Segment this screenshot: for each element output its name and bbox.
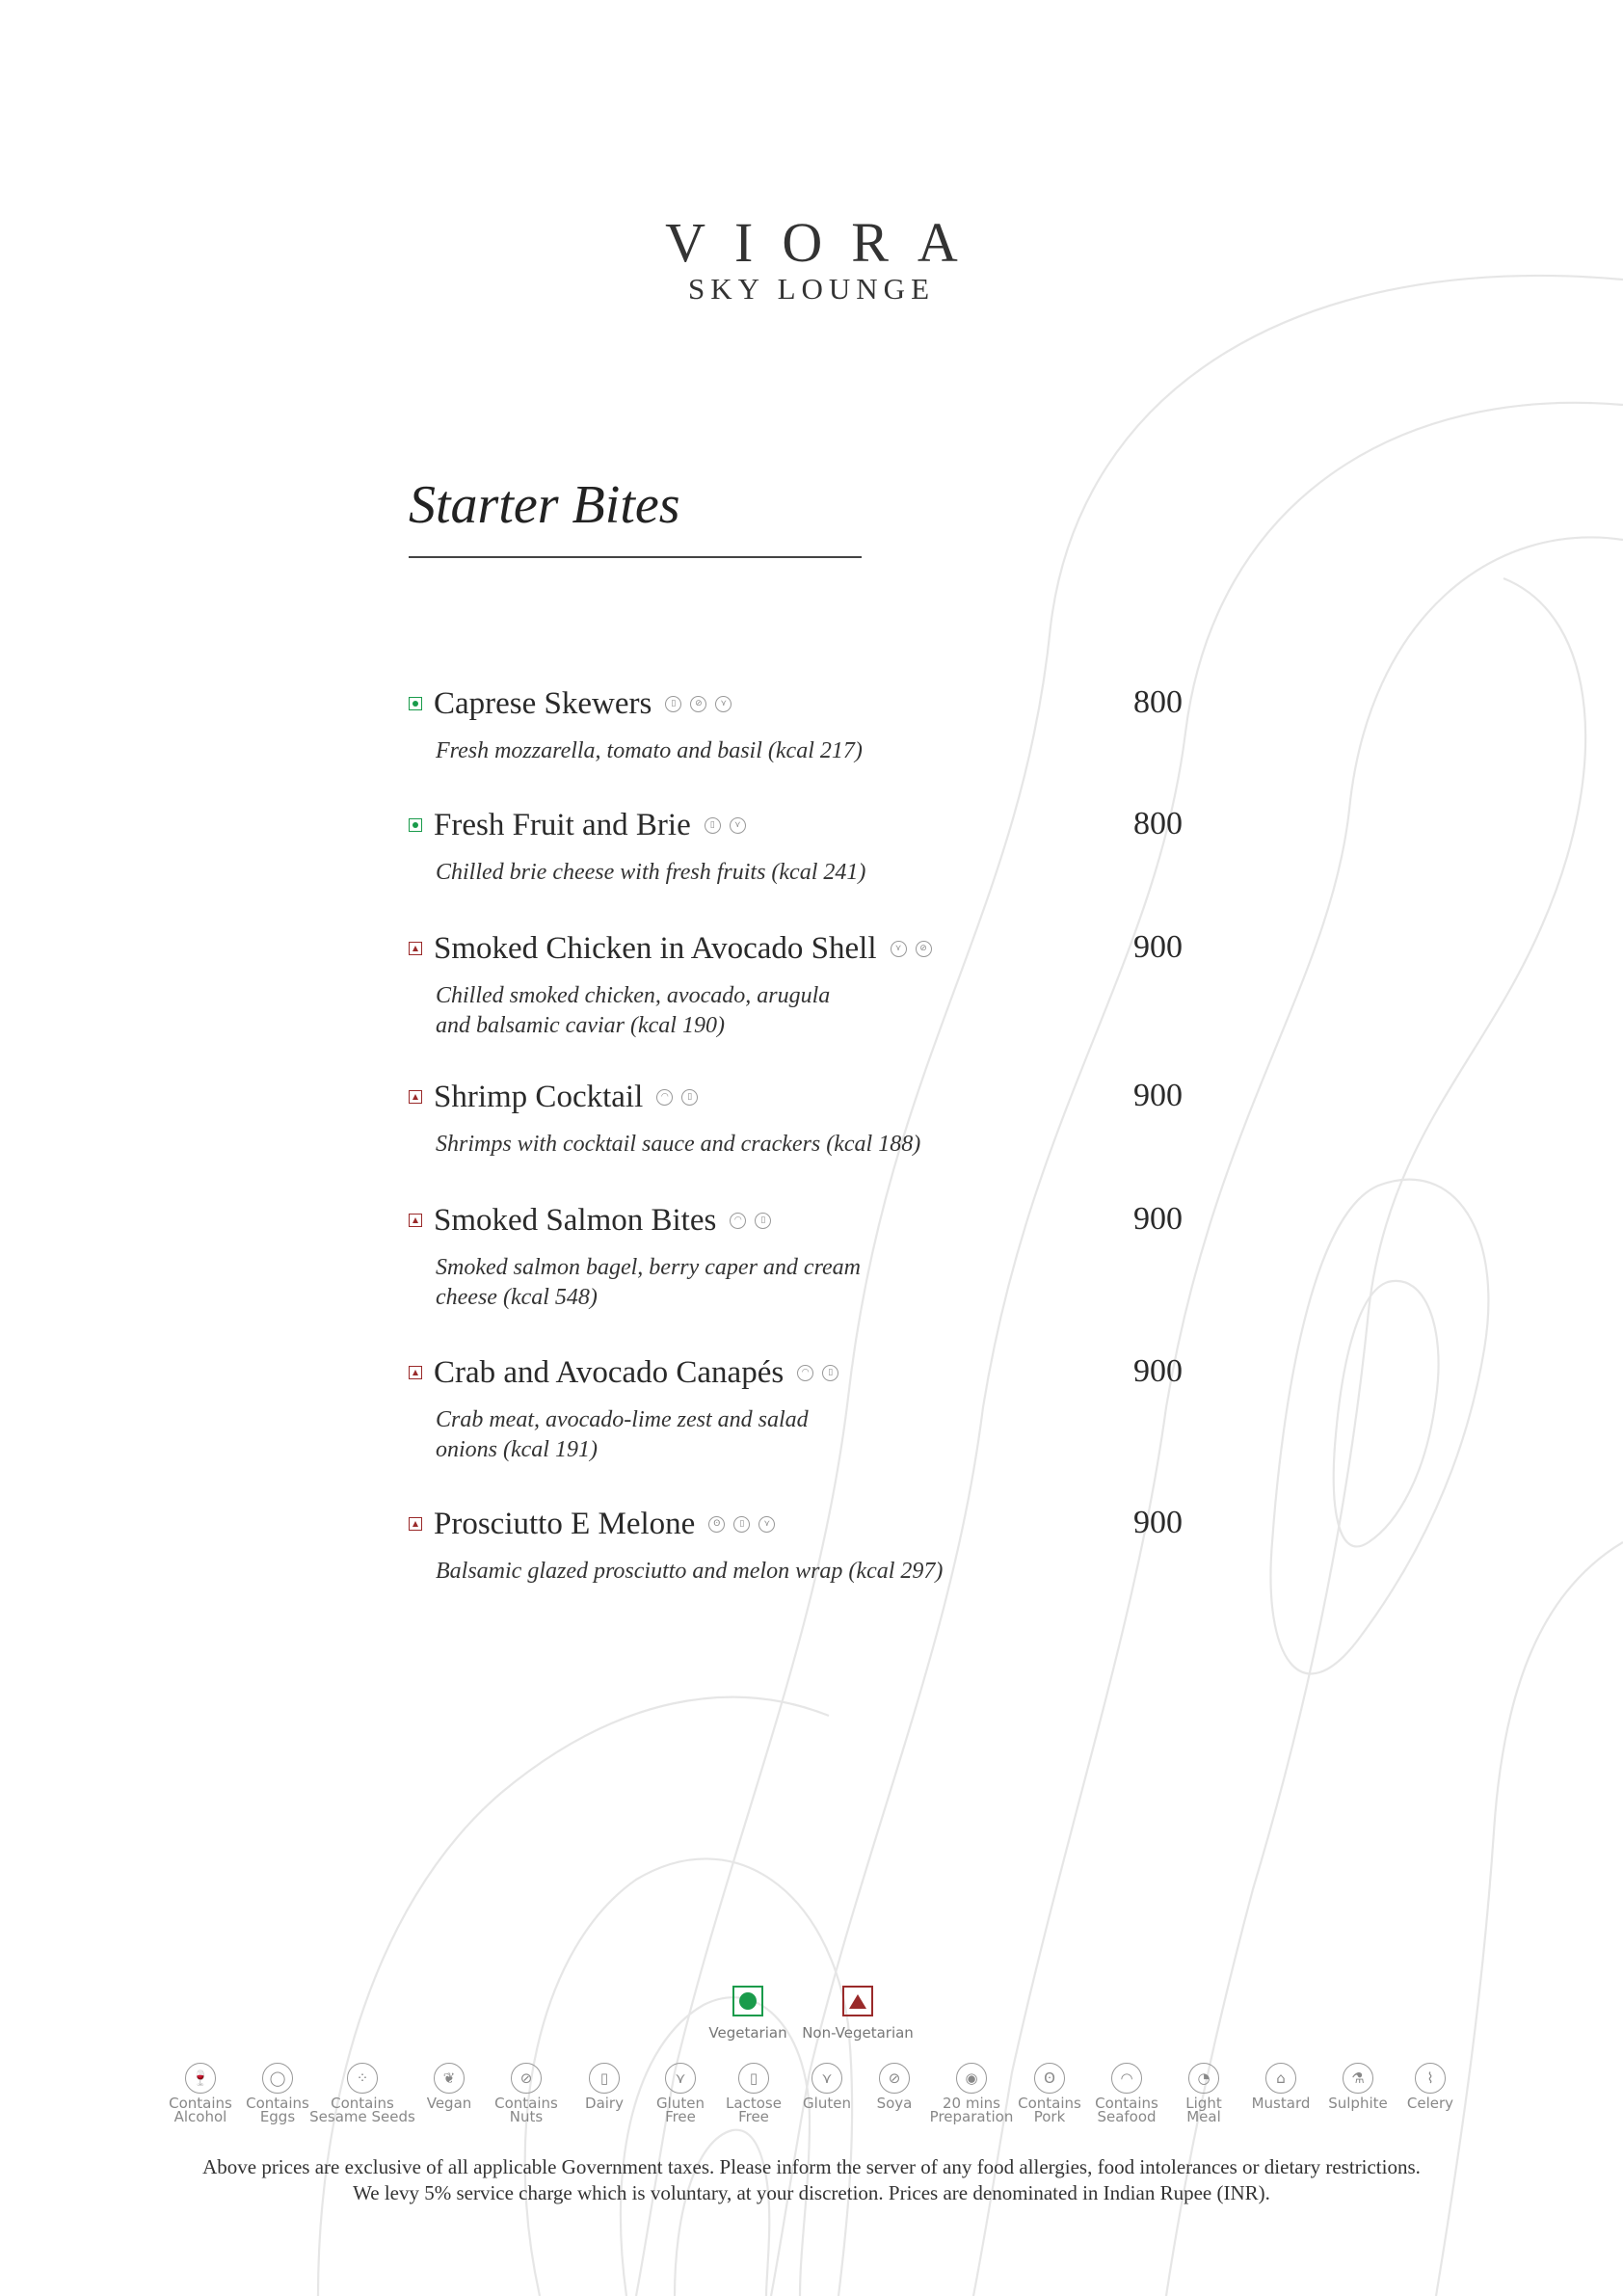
menu-item-allergen-icons [665,696,732,712]
non-vegetarian-icon [409,1090,422,1104]
gluten-icon: ⋎ [730,817,746,834]
menu-item-name: Crab and Avocado Canapés [434,1354,785,1390]
menu-item-name: Caprese Skewers [434,685,652,721]
menu-item-price: 900 [1133,1505,1183,1540]
brand-name: VIORA [665,211,987,274]
menu-item [409,1505,1199,1587]
vegetarian-icon [409,818,422,832]
contains-pork-icon: ʘ [1034,2063,1065,2094]
contains-pork-icon: ʘ [708,1516,725,1533]
menu-item-header [409,1078,1199,1116]
legend-label: Gluten [803,2095,851,2112]
lactose-free-icon: ▯ [738,2063,769,2094]
allergen-legend [0,2063,1623,2130]
non-vegetarian-icon [409,1214,422,1227]
menu-item-description-line: Crab meat, avocado-lime zest and salad [436,1407,809,1432]
legend-label: Contains Seafood [1095,2095,1158,2125]
non-vegetarian-icon [409,1517,422,1531]
dairy-icon: ▯ [755,1213,771,1229]
menu-item-description-line: and balsamic caviar (kcal 190) [436,1013,725,1038]
menu-item-description [436,1130,975,1160]
menu-item-header [409,1505,1199,1543]
menu-item-allergen-icons [891,941,932,957]
menu-item-name: Smoked Salmon Bites [434,1202,717,1238]
menu-item [409,929,1199,1041]
mustard-icon: ⌂ [1265,2063,1296,2094]
legend-label: Mustard [1251,2095,1311,2112]
legend-label: Contains Eggs [246,2095,309,2125]
menu-item-header [409,1201,1199,1240]
menu-item-description [436,736,975,766]
menu-item-description [436,1405,975,1465]
contains-seafood-icon: ◠ [730,1213,746,1229]
contains-nuts-icon: ⊘ [690,696,706,712]
menu-item-name: Smoked Chicken in Avocado Shell [434,930,877,966]
contains-seafood-icon: ◠ [1111,2063,1142,2094]
gluten-free-icon: ⋎ [891,941,907,957]
legend-label: 20 mins Preparation [929,2095,1014,2125]
gluten-free-icon: ⋎ [665,2063,696,2094]
dairy-icon: ▯ [733,1516,750,1533]
legend-label: Lactose Free [726,2095,782,2125]
menu-item [409,1201,1199,1313]
menu-item-description [436,1253,975,1313]
contains-alcohol-icon: 🍷 [185,2063,216,2094]
menu-item-description [436,1557,975,1587]
20-mins-preparation-icon: ◉ [956,2063,987,2094]
menu-item [409,1078,1199,1160]
section-title: Starter Bites [409,475,680,535]
legend-label: Gluten Free [656,2095,705,2125]
contains-seafood-icon: ◠ [797,1365,813,1381]
non-vegetarian-icon [409,1366,422,1379]
dairy-icon: ▯ [822,1365,838,1381]
menu-item-description-line: Balsamic glazed prosciutto and melon wrap (kcal 297) [436,1559,944,1584]
menu-item-description [436,858,975,888]
menu-item-name: Shrimp Cocktail [434,1079,644,1114]
menu-item-description [436,981,975,1041]
contains-seafood-icon: ◠ [656,1089,673,1106]
section-title-underline [409,556,862,558]
vegetarian-icon [732,1986,763,2016]
legend-vegetarian-label: Vegetarian [708,2024,787,2042]
legend-label: Contains Nuts [494,2095,558,2125]
menu-item-allergen-icons [705,817,746,834]
menu-item [409,806,1199,888]
menu-item-description-line: Smoked salmon bagel, berry caper and cream [436,1255,862,1280]
legend-label: Sulphite [1328,2095,1388,2112]
menu-item-price: 900 [1133,1201,1183,1237]
menu-item-name: Prosciutto E Melone [434,1506,696,1541]
menu-item-price: 800 [1133,806,1183,841]
menu-item-description-line: Shrimps with cocktail sauce and crackers (kcal 188) [436,1132,921,1157]
menu-item-price: 900 [1133,929,1183,965]
non-vegetarian-icon [842,1986,873,2016]
menu-item-allergen-icons [730,1213,771,1229]
gluten-icon: ⋎ [758,1516,775,1533]
legend-non-vegetarian-label: Non-Vegetarian [802,2024,914,2042]
dairy-icon: ▯ [681,1089,698,1106]
sulphite-icon: ⚗ [1343,2063,1373,2094]
legend-label: Vegan [426,2095,472,2112]
gluten-icon: ⋎ [715,696,732,712]
menu-item-header [409,929,1199,968]
menu-item-header [409,806,1199,844]
non-vegetarian-icon [409,942,422,955]
legend-non-vegetarian [790,1986,925,2042]
vegetarian-icon [409,697,422,710]
dairy-icon: ▯ [705,817,721,834]
legend-item [1377,2063,1483,2110]
menu-item [409,1353,1199,1465]
dairy-icon: ▯ [665,696,681,712]
menu-item-description-line: cheese (kcal 548) [436,1285,598,1310]
contains-nuts-icon: ⊘ [916,941,932,957]
menu-item-header [409,684,1199,723]
vegan-icon: ❦ [434,2063,465,2094]
menu-item-description-line: Chilled brie cheese with fresh fruits (kcal 241) [436,860,866,885]
legend-label: Soya [876,2095,913,2112]
legend-label: Celery [1406,2095,1454,2112]
legend-label: Light Meal [1185,2095,1222,2125]
brand-subtitle: SKY LOUNGE [687,272,936,306]
menu-item-price: 800 [1133,684,1183,720]
menu-item-allergen-icons [708,1516,775,1533]
menu-item-description-line: Fresh mozzarella, tomato and basil (kcal 217) [436,738,863,763]
footer-tax-note: Above prices are exclusive of all applicable Government taxes. Please inform the server of any food allergies, food intolerances or dietary restrictions. [202,2155,1421,2178]
menu-item-price: 900 [1133,1353,1183,1389]
light-meal-icon: ◔ [1188,2063,1219,2094]
contains-nuts-icon: ⊘ [511,2063,542,2094]
celery-icon: ⌇ [1415,2063,1446,2094]
gluten-icon: ⋎ [812,2063,842,2094]
menu-item-allergen-icons [797,1365,838,1381]
menu-item-allergen-icons [656,1089,698,1106]
menu-item-description-line: Chilled smoked chicken, avocado, arugula [436,983,831,1008]
contains-eggs-icon: ◯ [262,2063,293,2094]
legend-label: Contains Pork [1018,2095,1081,2125]
soya-icon: ⊘ [879,2063,910,2094]
dairy-icon: ▯ [589,2063,620,2094]
menu-item-price: 900 [1133,1078,1183,1113]
legend-label: Contains Sesame Seeds [309,2095,415,2125]
contains-sesame-seeds-icon: ⁘ [347,2063,378,2094]
legend-label: Dairy [585,2095,624,2112]
menu-item-description-line: onions (kcal 191) [436,1437,598,1462]
footer-service-note: We levy 5% service charge which is voluntary, at your discretion. Prices are denominated in Indian Rupee (INR). [353,2181,1270,2204]
legend-label: Contains Alcohol [169,2095,232,2125]
menu-item-header [409,1353,1199,1392]
menu-item-name: Fresh Fruit and Brie [434,807,691,842]
menu-item [409,684,1199,766]
